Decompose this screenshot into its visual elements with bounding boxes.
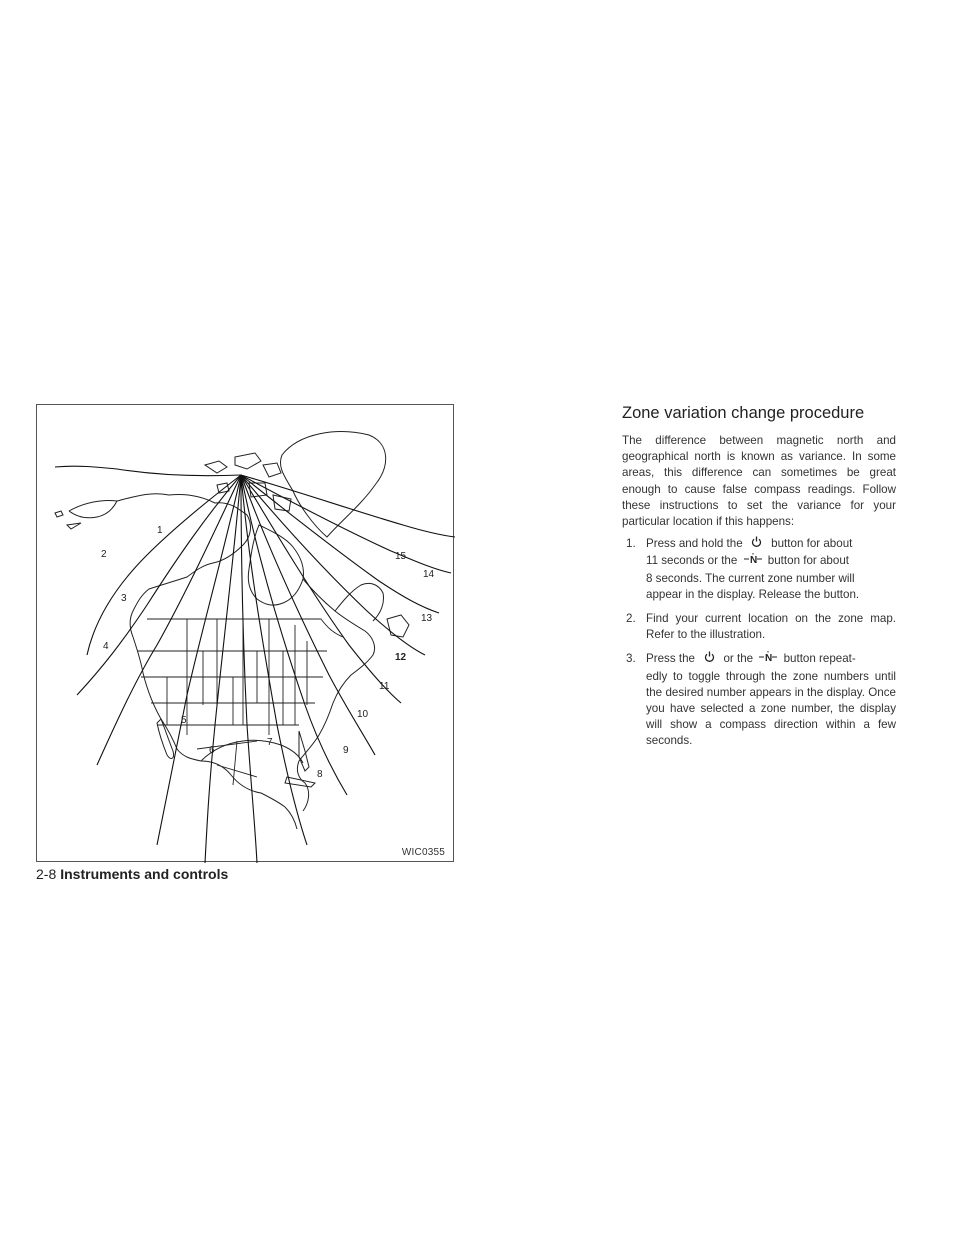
zone-label: 5 <box>181 715 187 726</box>
zone-label: 14 <box>423 569 435 580</box>
text-column <box>622 404 896 758</box>
zone-label: 11 <box>379 681 390 692</box>
list-item <box>626 536 896 603</box>
compass-north-icon <box>741 553 765 570</box>
svg-text:N: N <box>765 653 773 664</box>
step-line: appear in the display. Release the button. <box>646 587 860 601</box>
figure-code: WIC0355 <box>401 847 445 858</box>
step-text: edly to toggle through the zone numbers until the desired number appears in the display. Once you have selected a zone number, the display will show a compass direction within a few seconds. <box>646 669 896 748</box>
step-text: 11 seconds or the <box>646 554 738 568</box>
zone-label: 1 <box>157 525 163 536</box>
zone-label: 15 <box>395 551 407 562</box>
step-text: Press the <box>646 652 695 666</box>
zone-label: 2 <box>101 549 107 560</box>
zone-label: 12 <box>395 652 407 663</box>
step-text: Press and hold the <box>646 537 743 551</box>
step-number: 1. <box>626 537 636 551</box>
svg-text:N: N <box>749 555 757 566</box>
step-line <box>646 553 896 570</box>
step-line <box>646 651 896 668</box>
zone-label: 7 <box>267 737 273 748</box>
step-text: button for about <box>767 554 849 568</box>
page-number: 2-8 <box>36 866 57 882</box>
procedure-steps <box>622 536 896 749</box>
section-title: Instruments and controls <box>60 866 229 882</box>
section-heading: Zone variation change procedure <box>622 404 865 422</box>
zone-label: 4 <box>103 641 109 652</box>
compass-north-icon <box>756 651 780 668</box>
zone-label: 9 <box>343 745 349 756</box>
intro-paragraph: The difference between magnetic north and geographical north is known as variance. In some areas, this difference can sometimes be great enough to cause false compass readings. Follow these instructions to set the variance for your particular location if this happens: <box>622 434 896 529</box>
step-text: button repeat- <box>783 652 856 666</box>
list-item <box>626 651 896 749</box>
step-text: button for about <box>771 537 853 551</box>
page-footer <box>36 866 228 882</box>
step-line: 8 seconds. The current zone number will <box>646 571 855 585</box>
zone-map-illustration <box>37 405 455 863</box>
list-item <box>626 611 896 643</box>
power-button-icon <box>746 536 768 553</box>
step-number: 2. <box>626 612 636 626</box>
zone-label: 8 <box>317 769 323 780</box>
zone-label: 13 <box>421 613 433 624</box>
step-number: 3. <box>626 652 636 666</box>
step-text: Find your current location on the zone map. Refer to the illustration. <box>646 612 896 642</box>
step-line <box>646 536 896 553</box>
zone-label: 10 <box>357 709 369 720</box>
power-button-icon <box>698 651 720 668</box>
zone-label: 3 <box>121 593 127 604</box>
step-text: or the <box>723 652 754 666</box>
zone-label: 6 <box>209 745 215 756</box>
zone-map-figure <box>36 404 454 862</box>
